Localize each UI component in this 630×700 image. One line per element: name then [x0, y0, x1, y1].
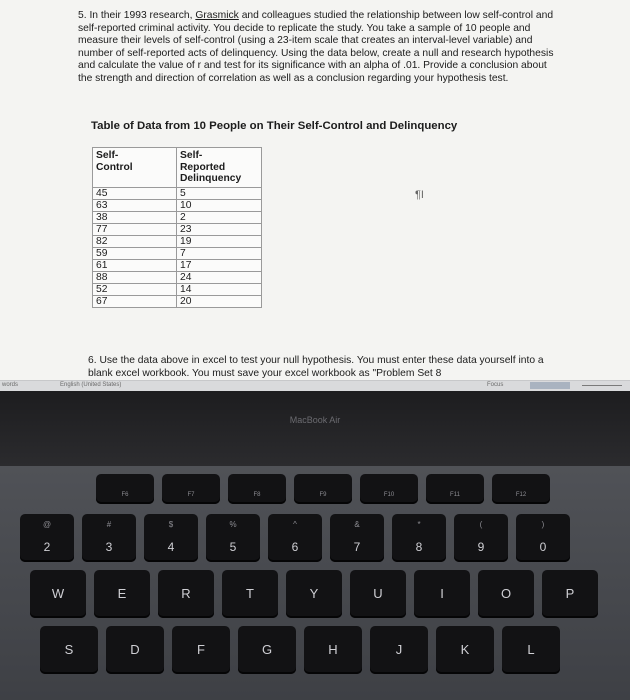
- question-5-prefix: 5. In their 1993 research,: [78, 10, 196, 21]
- key-label: D: [130, 642, 140, 657]
- key-e[interactable]: [94, 570, 150, 618]
- key-label: Y: [309, 586, 319, 601]
- key-f7[interactable]: [162, 474, 220, 504]
- key-label: F8: [253, 492, 261, 498]
- cell-delinquency[interactable]: 7: [177, 247, 262, 259]
- key-3[interactable]: [82, 514, 136, 562]
- column-header-delinquency[interactable]: Self- Reported Delinquency: [177, 148, 262, 188]
- key-d[interactable]: [106, 626, 164, 674]
- view-buttons[interactable]: [530, 382, 570, 389]
- key-label: F: [197, 642, 205, 657]
- key-symbol: (: [479, 520, 483, 529]
- cell-self-control[interactable]: 61: [93, 259, 177, 271]
- table-body: [93, 187, 262, 307]
- key-label: R: [181, 586, 191, 601]
- key-f6[interactable]: [96, 474, 154, 504]
- key-f10[interactable]: [360, 474, 418, 504]
- key-label: 5: [229, 540, 237, 554]
- key-g[interactable]: [238, 626, 296, 674]
- data-table: [92, 147, 262, 308]
- key-j[interactable]: [370, 626, 428, 674]
- key-symbol: $: [168, 520, 174, 529]
- key-label: F6: [121, 492, 129, 498]
- key-label: S: [64, 642, 74, 657]
- cell-self-control[interactable]: 59: [93, 247, 177, 259]
- cell-delinquency[interactable]: 14: [177, 283, 262, 295]
- key-label: F10: [383, 492, 395, 498]
- cell-self-control[interactable]: 52: [93, 283, 177, 295]
- key-label: 4: [167, 540, 175, 554]
- question-6-text: 6. Use the data above in excel to test your null hypothesis. You must enter these data yourself into a blank excel workbook. You must save your excel workbook as "Problem Set 8: [88, 355, 544, 379]
- key-p[interactable]: [542, 570, 598, 618]
- key-label: F7: [187, 492, 195, 498]
- key-label: 9: [477, 540, 485, 554]
- keyboard: [0, 466, 630, 700]
- table-row: [93, 247, 262, 259]
- key-4[interactable]: [144, 514, 198, 562]
- key-label: F11: [450, 492, 460, 498]
- table-row: [93, 223, 262, 235]
- cell-delinquency[interactable]: 2: [177, 211, 262, 223]
- key-0[interactable]: [516, 514, 570, 562]
- key-symbol: @: [42, 520, 52, 529]
- key-label: 0: [539, 540, 547, 554]
- cell-delinquency[interactable]: 20: [177, 295, 262, 307]
- key-symbol: *: [417, 520, 421, 529]
- cell-delinquency[interactable]: 19: [177, 235, 262, 247]
- table-row: [93, 271, 262, 283]
- column-header-self-control[interactable]: Self- Control: [93, 148, 177, 188]
- key-8[interactable]: [392, 514, 446, 562]
- cell-delinquency[interactable]: 24: [177, 271, 262, 283]
- key-label: P: [565, 586, 575, 601]
- key-i[interactable]: [414, 570, 470, 618]
- cell-self-control[interactable]: 67: [93, 295, 177, 307]
- key-symbol: ): [541, 520, 545, 529]
- key-o[interactable]: [478, 570, 534, 618]
- cell-delinquency[interactable]: 5: [177, 187, 262, 199]
- key-label: F12: [515, 492, 527, 498]
- focus-button[interactable]: Focus: [487, 382, 504, 388]
- key-label: W: [51, 586, 65, 601]
- key-label: 8: [415, 540, 423, 554]
- word-count[interactable]: words: [2, 382, 19, 388]
- key-f12[interactable]: [492, 474, 550, 504]
- key-y[interactable]: [286, 570, 342, 618]
- key-symbol: &: [354, 520, 360, 529]
- table-header-row: [93, 148, 262, 188]
- cell-self-control[interactable]: 77: [93, 223, 177, 235]
- key-symbol: #: [106, 520, 112, 529]
- key-f9[interactable]: [294, 474, 352, 504]
- cell-self-control[interactable]: 63: [93, 199, 177, 211]
- language-indicator[interactable]: English (United States): [60, 382, 122, 388]
- key-6[interactable]: [268, 514, 322, 562]
- table-row: [93, 199, 262, 211]
- cell-self-control[interactable]: 82: [93, 235, 177, 247]
- table-row: [93, 295, 262, 307]
- key-2[interactable]: [20, 514, 74, 562]
- laptop-bezel: [0, 391, 630, 466]
- key-label: 2: [43, 540, 51, 554]
- table-row: [93, 187, 262, 199]
- key-label: O: [500, 586, 512, 601]
- key-label: U: [373, 586, 383, 601]
- table-title: Table of Data from 10 People on Their Self-Control and Delinquency: [91, 120, 458, 132]
- key-r[interactable]: [158, 570, 214, 618]
- table-row: [93, 211, 262, 223]
- cell-delinquency[interactable]: 10: [177, 199, 262, 211]
- key-label: 6: [291, 540, 299, 554]
- cell-delinquency[interactable]: 17: [177, 259, 262, 271]
- table-row: [93, 259, 262, 271]
- key-f11[interactable]: [426, 474, 484, 504]
- cell-self-control[interactable]: 45: [93, 187, 177, 199]
- key-label: G: [261, 642, 273, 657]
- key-label: K: [460, 642, 470, 657]
- key-7[interactable]: [330, 514, 384, 562]
- status-bar: [0, 380, 630, 391]
- cell-self-control[interactable]: 88: [93, 271, 177, 283]
- key-label: I: [440, 586, 444, 601]
- key-9[interactable]: [454, 514, 508, 562]
- key-label: E: [117, 586, 127, 601]
- table-row: [93, 235, 262, 247]
- key-symbol: %: [229, 520, 237, 529]
- key-label: F9: [319, 492, 327, 498]
- laptop-brand: MacBook Air: [289, 415, 341, 425]
- question-5-body: and colleagues studied the relationship between low self-control and self-reported criminal activity. You decide to replicate the study. You take a sample of 10 people and measure their levels of self-control (using a 23-item scale that creates an interval-level variable) and number of self-reported acts of delinquency. Using the data below, create a null and research hypothesis and calculate the value of r and test for its significance with an alpha of .01. Provide a conclusion about the strength and direction of correlation as well as a conclusion regarding your hypothesis test.: [78, 10, 554, 84]
- key-t[interactable]: [222, 570, 278, 618]
- key-5[interactable]: [206, 514, 260, 562]
- key-label: T: [246, 586, 254, 601]
- text-cursor-icon: ¶I: [415, 189, 424, 201]
- key-label: 7: [353, 540, 361, 554]
- key-f[interactable]: [172, 626, 230, 674]
- key-u[interactable]: [350, 570, 406, 618]
- key-s[interactable]: [40, 626, 98, 674]
- key-l[interactable]: [502, 626, 560, 674]
- key-label: J: [395, 642, 403, 657]
- zoom-slider[interactable]: [582, 385, 622, 386]
- key-w[interactable]: [30, 570, 86, 618]
- key-label: H: [328, 642, 338, 657]
- key-label: L: [527, 642, 535, 657]
- document-body: [78, 10, 558, 379]
- key-label: 3: [105, 540, 113, 554]
- spellcheck-word-grasmick: Grasmick: [195, 10, 239, 21]
- cell-delinquency[interactable]: 23: [177, 223, 262, 235]
- key-symbol: ^: [293, 520, 297, 529]
- cell-self-control[interactable]: 38: [93, 211, 177, 223]
- table-row: [93, 283, 262, 295]
- key-h[interactable]: [304, 626, 362, 674]
- key-k[interactable]: [436, 626, 494, 674]
- question-5-text: [78, 10, 558, 86]
- key-f8[interactable]: [228, 474, 286, 504]
